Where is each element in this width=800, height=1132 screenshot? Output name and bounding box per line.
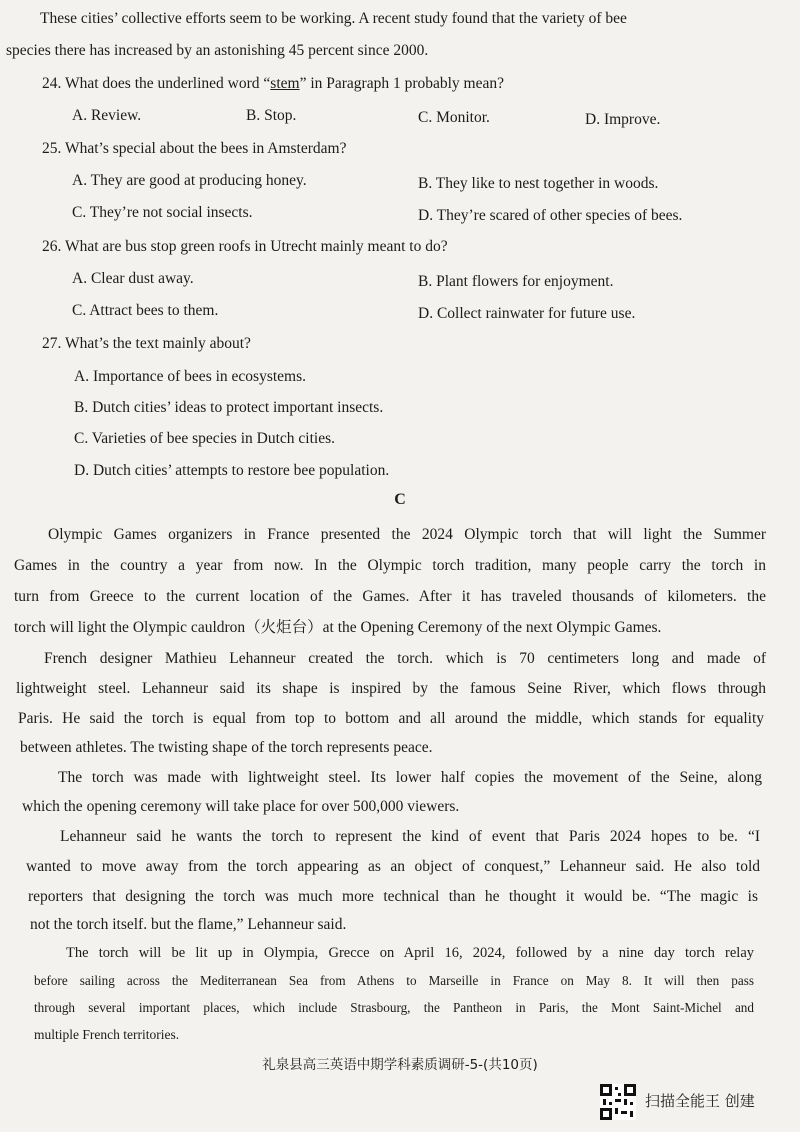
paragraph-line: lightweight steel. Lehanneur said its shape is inspired by the famous Seine River, which flows through bbox=[16, 680, 766, 697]
paragraph-line: wanted to move away from the torch appearing as an object of conquest,” Lehanneur said. He also told bbox=[26, 858, 760, 875]
option-25-b: B. They like to nest together in woods. bbox=[418, 175, 659, 192]
option-27-a: A. Importance of bees in ecosystems. bbox=[74, 368, 307, 385]
question-25: 25. What’s special about the bees in Amsterdam? bbox=[42, 140, 347, 157]
paragraph-line: reporters that designing the torch was much more technical than he thought it would be. “The magic is bbox=[28, 888, 758, 905]
qr-code-icon bbox=[600, 1084, 636, 1120]
question-27: 27. What’s the text mainly about? bbox=[42, 335, 251, 352]
paragraph-line: multiple French territories. bbox=[34, 1027, 180, 1042]
paragraph-line: which the opening ceremony will take place for over 500,000 viewers. bbox=[22, 798, 460, 815]
option-27-d: D. Dutch cities’ attempts to restore bee population. bbox=[74, 462, 390, 479]
paragraph-line: The torch was made with lightweight steel. Its lower half copies the movement of the Seine, along bbox=[58, 769, 762, 786]
option-27-b: B. Dutch cities’ ideas to protect important insects. bbox=[74, 399, 384, 416]
paragraph-line: through several important places, which include Strasbourg, the Pantheon in Paris, the Mont Saint-Michel and bbox=[34, 1000, 754, 1015]
passage-line: species there has increased by an astonishing 45 percent since 2000. bbox=[6, 42, 429, 59]
paragraph-line: French designer Mathieu Lehanneur created the torch. which is 70 centimeters long and made of bbox=[44, 650, 766, 667]
paragraph-line: Olympic Games organizers in France presented the 2024 Olympic torch that will light the Summer bbox=[48, 526, 766, 543]
paragraph-line: Paris. He said the torch is equal from top to bottom and all around the middle, which stands for equality bbox=[18, 710, 764, 727]
question-24: 24. What does the underlined word “stem” in Paragraph 1 probably mean? bbox=[42, 75, 504, 92]
underlined-word: stem bbox=[270, 75, 300, 92]
paragraph-line: before sailing across the Mediterranean Sea from Athens to Marseille in France on May 8. It will then pass bbox=[34, 973, 754, 988]
passage-line: These cities’ collective efforts seem to be working. A recent study found that the variety of bee bbox=[40, 10, 627, 27]
paragraph-line: Games in the country a year from now. In the Olympic torch tradition, many people carry the torch in bbox=[14, 557, 766, 574]
option-25-a: A. They are good at producing honey. bbox=[72, 172, 307, 189]
option-25-c: C. They’re not social insects. bbox=[72, 204, 253, 221]
paragraph-line: not the torch itself. but the flame,” Lehanneur said. bbox=[30, 916, 347, 933]
paragraph-line: torch will light the Olympic cauldron（火炬台）at the Opening Ceremony of the next Olympic Games. bbox=[14, 619, 662, 636]
option-26-c: C. Attract bees to them. bbox=[72, 302, 219, 319]
scanner-watermark: 扫描全能王 创建 bbox=[645, 1092, 755, 1110]
option-25-d: D. They’re scared of other species of bees. bbox=[418, 207, 683, 224]
paragraph-line: The torch will be lit up in Olympia, Grecce on April 16, 2024, followed by a nine day torch relay bbox=[66, 945, 754, 961]
section-heading: C bbox=[394, 491, 406, 508]
option-24-a: A. Review. bbox=[72, 107, 142, 124]
question-26: 26. What are bus stop green roofs in Utrecht mainly meant to do? bbox=[42, 238, 448, 255]
option-26-a: A. Clear dust away. bbox=[72, 270, 194, 287]
page-footer: 礼泉县高三英语中期学科素质调研-5-(共10页) bbox=[262, 1057, 538, 1073]
option-27-c: C. Varieties of bee species in Dutch cities. bbox=[74, 430, 335, 447]
option-26-d: D. Collect rainwater for future use. bbox=[418, 305, 636, 322]
option-24-d: D. Improve. bbox=[585, 111, 661, 128]
option-24-b: B. Stop. bbox=[246, 107, 297, 124]
option-24-c: C. Monitor. bbox=[418, 109, 490, 126]
paragraph-line: Lehanneur said he wants the torch to represent the kind of event that Paris 2024 hopes to be. “I bbox=[60, 828, 760, 845]
paragraph-line: turn from Greece to the current location of the Games. After it has traveled thousands of kilometers. the bbox=[14, 588, 766, 605]
option-26-b: B. Plant flowers for enjoyment. bbox=[418, 273, 614, 290]
paragraph-line: between athletes. The twisting shape of the torch represents peace. bbox=[20, 739, 433, 756]
